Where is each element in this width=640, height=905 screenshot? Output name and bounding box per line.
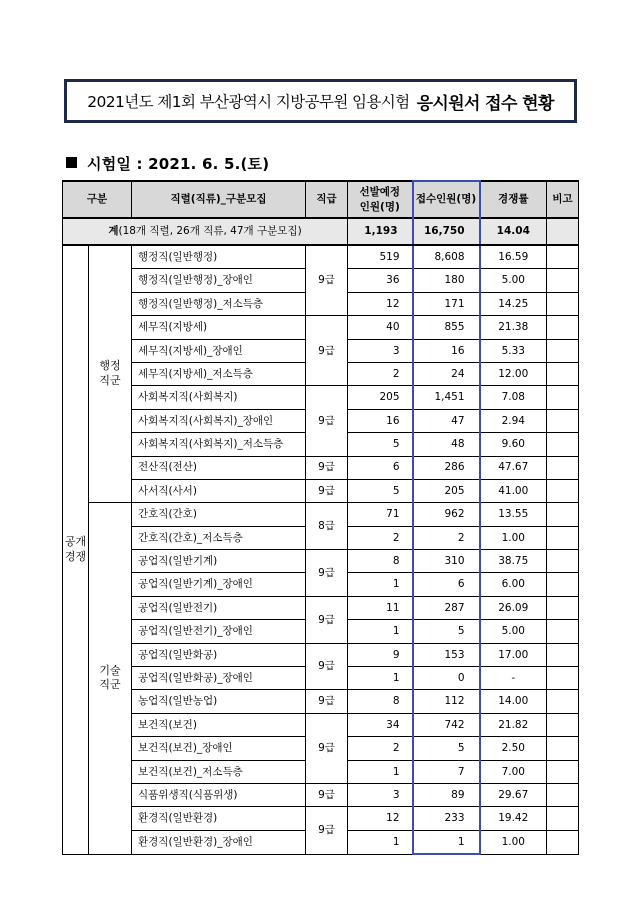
- job-name: 공업직(일반화공)_장애인: [132, 667, 306, 690]
- grade-cell: 9급: [306, 550, 348, 597]
- header-job: 직렬(직류)_구분모집: [132, 181, 306, 218]
- header-planned-line2: 인원(명): [359, 200, 400, 213]
- table-row: [63, 479, 579, 502]
- job-name: 공업직(일반전기): [132, 596, 306, 619]
- competition-ratio: 26.09: [480, 596, 547, 619]
- grade-cell: 9급: [306, 783, 348, 806]
- competition-ratio: 1.00: [480, 830, 547, 854]
- applicant-count: 742: [413, 713, 480, 736]
- planned-count: 8: [348, 690, 413, 713]
- applicant-count: 180: [413, 269, 480, 292]
- remarks-cell: [547, 667, 579, 690]
- table-header-row: [63, 181, 579, 218]
- remarks-cell: [547, 292, 579, 315]
- planned-count: 11: [348, 596, 413, 619]
- planned-count: 34: [348, 713, 413, 736]
- category-open: [63, 245, 89, 854]
- planned-count: 2: [348, 526, 413, 549]
- applicant-count: 48: [413, 433, 480, 456]
- remarks-cell: [547, 526, 579, 549]
- remarks-cell: [547, 362, 579, 385]
- planned-count: 3: [348, 783, 413, 806]
- job-name: 세무직(지방세)_장애인: [132, 339, 306, 362]
- competition-ratio: 17.00: [480, 643, 547, 666]
- header-grade: 직급: [306, 181, 348, 218]
- job-name: 식품위생직(식품위생): [132, 783, 306, 806]
- job-name: 공업직(일반전기)_장애인: [132, 620, 306, 643]
- remarks-cell: [547, 643, 579, 666]
- remarks-cell: [547, 316, 579, 339]
- remarks-cell: [547, 713, 579, 736]
- category-admin-line1: 행정: [99, 359, 121, 373]
- table-row: [63, 596, 579, 619]
- summary-label-rest: (18개 직렬, 26개 직류, 47개 구분모집): [118, 225, 302, 238]
- job-name: 사회복지직(사회복지)_저소득층: [132, 433, 306, 456]
- grade-cell: 9급: [306, 643, 348, 690]
- competition-ratio: 9.60: [480, 433, 547, 456]
- table-row: [63, 713, 579, 736]
- job-name: 세무직(지방세)_저소득층: [132, 362, 306, 385]
- planned-count: 5: [348, 433, 413, 456]
- competition-ratio: 38.75: [480, 550, 547, 573]
- job-name: 환경직(일반환경): [132, 807, 306, 830]
- planned-count: 1: [348, 667, 413, 690]
- header-applicants: 접수인원(명): [413, 181, 480, 218]
- applicant-count: 47: [413, 409, 480, 432]
- planned-count: 12: [348, 807, 413, 830]
- competition-ratio: 5.00: [480, 269, 547, 292]
- table-row: [63, 245, 579, 269]
- grade-cell: 9급: [306, 245, 348, 316]
- applicant-count: 6: [413, 573, 480, 596]
- job-name: 간호직(간호): [132, 503, 306, 526]
- remarks-cell: [547, 386, 579, 409]
- applicant-count: 153: [413, 643, 480, 666]
- competition-ratio: 14.00: [480, 690, 547, 713]
- job-name: 사회복지직(사회복지): [132, 386, 306, 409]
- summary-label-bold: 계: [108, 225, 119, 238]
- applicant-count: 5: [413, 737, 480, 760]
- planned-count: 16: [348, 409, 413, 432]
- applicant-count: 24: [413, 362, 480, 385]
- competition-ratio: 2.94: [480, 409, 547, 432]
- summary-planned: 1,193: [348, 218, 413, 245]
- title-prefix: 2021년도 제1회 부산광역시 지방공무원 임용시험: [87, 93, 410, 111]
- planned-count: 12: [348, 292, 413, 315]
- competition-ratio: 16.59: [480, 245, 547, 269]
- grade-cell: 9급: [306, 456, 348, 479]
- remarks-cell: [547, 339, 579, 362]
- category-open-line2: 경쟁: [64, 549, 87, 563]
- applicant-count: 1,451: [413, 386, 480, 409]
- remarks-cell: [547, 245, 579, 269]
- applicant-count: 8,608: [413, 245, 480, 269]
- square-bullet-icon: [66, 157, 77, 168]
- remarks-cell: [547, 596, 579, 619]
- remarks-cell: [547, 737, 579, 760]
- job-name: 간호직(간호)_저소득층: [132, 526, 306, 549]
- title-highlight: 응시원서 접수 현황: [416, 93, 554, 114]
- planned-count: 5: [348, 479, 413, 502]
- category-tech: [89, 503, 132, 854]
- applicant-count: 233: [413, 807, 480, 830]
- category-tech-line2: 직군: [99, 678, 121, 692]
- planned-count: 40: [348, 316, 413, 339]
- competition-ratio: 5.00: [480, 620, 547, 643]
- header-planned: [348, 181, 413, 218]
- job-name: 공업직(일반기계): [132, 550, 306, 573]
- remarks-cell: [547, 690, 579, 713]
- grade-cell: 9급: [306, 386, 348, 456]
- summary-ratio: 14.04: [480, 218, 547, 245]
- summary-label: [63, 218, 348, 245]
- planned-count: 9: [348, 643, 413, 666]
- table-row: [63, 503, 579, 526]
- competition-ratio: 41.00: [480, 479, 547, 502]
- remarks-cell: [547, 550, 579, 573]
- applicant-count: 2: [413, 526, 480, 549]
- applicant-count: 286: [413, 456, 480, 479]
- grade-cell: 9급: [306, 807, 348, 854]
- remarks-cell: [547, 760, 579, 783]
- competition-ratio: 6.00: [480, 573, 547, 596]
- job-name: 공업직(일반화공): [132, 643, 306, 666]
- table-row: [63, 316, 579, 339]
- table-row: [63, 643, 579, 666]
- grade-cell: 9급: [306, 479, 348, 502]
- job-name: 사회복지직(사회복지)_장애인: [132, 409, 306, 432]
- applicant-count: 89: [413, 783, 480, 806]
- job-name: 세무직(지방세): [132, 316, 306, 339]
- applicant-count: 855: [413, 316, 480, 339]
- applicant-count: 205: [413, 479, 480, 502]
- remarks-cell: [547, 409, 579, 432]
- table-row: [63, 690, 579, 713]
- grade-cell: 9급: [306, 690, 348, 713]
- planned-count: 519: [348, 245, 413, 269]
- competition-ratio: 7.08: [480, 386, 547, 409]
- header-ratio: 경쟁률: [480, 181, 547, 218]
- competition-ratio: 12.00: [480, 362, 547, 385]
- applicant-count: 171: [413, 292, 480, 315]
- applicant-count: 287: [413, 596, 480, 619]
- table-row: [63, 783, 579, 806]
- planned-count: 8: [348, 550, 413, 573]
- job-name: 농업직(일반농업): [132, 690, 306, 713]
- table-row: [63, 550, 579, 573]
- competition-ratio: 5.33: [480, 339, 547, 362]
- applicant-count: 310: [413, 550, 480, 573]
- planned-count: 1: [348, 573, 413, 596]
- competition-ratio: 1.00: [480, 526, 547, 549]
- competition-ratio: 13.55: [480, 503, 547, 526]
- remarks-cell: [547, 807, 579, 830]
- job-name: 사서직(사서): [132, 479, 306, 502]
- category-admin: [89, 245, 132, 503]
- remarks-cell: [547, 620, 579, 643]
- summary-applicants: 16,750: [413, 218, 480, 245]
- applicant-count: 112: [413, 690, 480, 713]
- category-tech-line1: 기술: [99, 663, 121, 677]
- competition-ratio: 7.00: [480, 760, 547, 783]
- planned-count: 3: [348, 339, 413, 362]
- remarks-cell: [547, 479, 579, 502]
- remarks-cell: [547, 783, 579, 806]
- category-open-line1: 공개: [64, 534, 87, 548]
- planned-count: 1: [348, 760, 413, 783]
- job-name: 행정직(일반행정)_저소득층: [132, 292, 306, 315]
- planned-count: 2: [348, 362, 413, 385]
- competition-ratio: 14.25: [480, 292, 547, 315]
- remarks-cell: [547, 573, 579, 596]
- header-div: 구분: [63, 181, 132, 218]
- competition-ratio: 21.82: [480, 713, 547, 736]
- summary-row: [63, 218, 579, 245]
- planned-count: 6: [348, 456, 413, 479]
- job-name: 행정직(일반행정)_장애인: [132, 269, 306, 292]
- remarks-cell: [547, 433, 579, 456]
- competition-ratio: 29.67: [480, 783, 547, 806]
- planned-count: 1: [348, 620, 413, 643]
- applicant-count: 962: [413, 503, 480, 526]
- job-name: 행정직(일반행정): [132, 245, 306, 269]
- job-name: 전산직(전산): [132, 456, 306, 479]
- planned-count: 205: [348, 386, 413, 409]
- grade-cell: 8급: [306, 503, 348, 550]
- applicant-count: 7: [413, 760, 480, 783]
- table-row: [63, 386, 579, 409]
- exam-date-line: [66, 153, 269, 174]
- remarks-cell: [547, 456, 579, 479]
- competition-ratio: 2.50: [480, 737, 547, 760]
- remarks-cell: [547, 830, 579, 854]
- planned-count: 2: [348, 737, 413, 760]
- competition-ratio: 21.38: [480, 316, 547, 339]
- planned-count: 71: [348, 503, 413, 526]
- job-name: 공업직(일반기계)_장애인: [132, 573, 306, 596]
- planned-count: 36: [348, 269, 413, 292]
- header-remarks: 비고: [547, 181, 579, 218]
- competition-ratio: -: [480, 667, 547, 690]
- remarks-cell: [547, 269, 579, 292]
- application-status-table: [62, 180, 579, 855]
- grade-cell: 9급: [306, 316, 348, 386]
- applicant-count: 5: [413, 620, 480, 643]
- table-row: [63, 456, 579, 479]
- job-name: 환경직(일반환경)_장애인: [132, 830, 306, 854]
- grade-cell: 9급: [306, 713, 348, 783]
- category-admin-line2: 직군: [99, 374, 121, 388]
- competition-ratio: 19.42: [480, 807, 547, 830]
- competition-ratio: 47.67: [480, 456, 547, 479]
- job-name: 보건직(보건): [132, 713, 306, 736]
- exam-date: 시험일 : 2021. 6. 5.(토): [87, 155, 270, 173]
- header-planned-line1: 선발예정: [359, 186, 401, 199]
- job-name: 보건직(보건)_장애인: [132, 737, 306, 760]
- summary-remarks: [547, 218, 579, 245]
- document-title: [64, 79, 577, 123]
- applicant-count: 16: [413, 339, 480, 362]
- applicant-count: 1: [413, 830, 480, 854]
- applicant-count: 0: [413, 667, 480, 690]
- table-row: [63, 807, 579, 830]
- grade-cell: 9급: [306, 596, 348, 643]
- remarks-cell: [547, 503, 579, 526]
- job-name: 보건직(보건)_저소득층: [132, 760, 306, 783]
- planned-count: 1: [348, 830, 413, 854]
